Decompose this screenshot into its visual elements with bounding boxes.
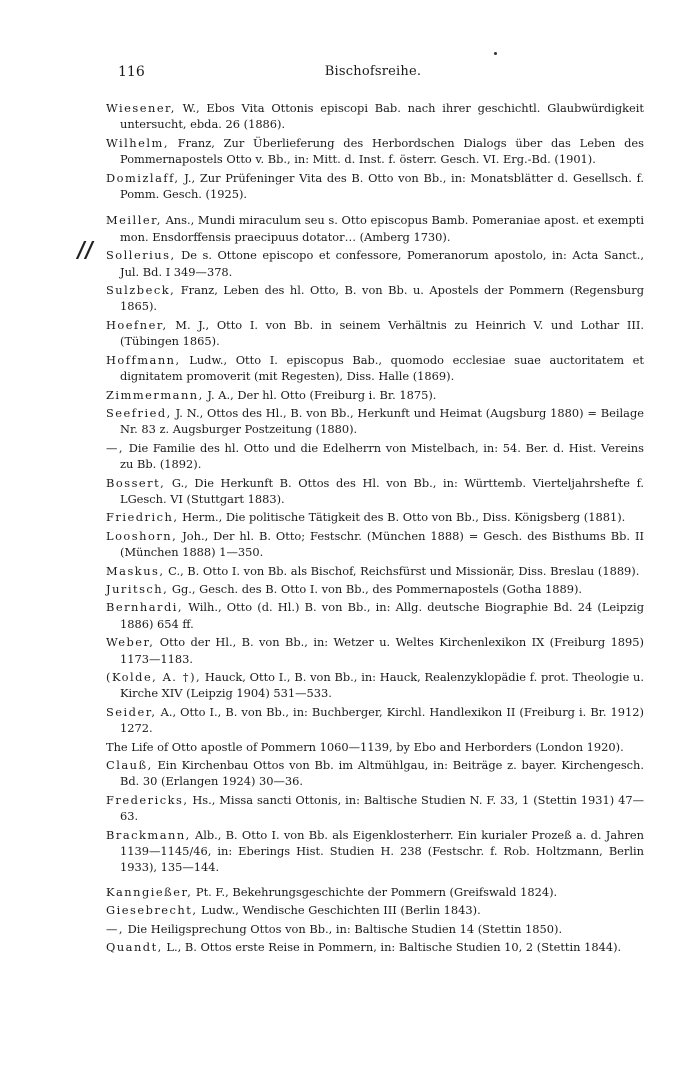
entry-text: Die Familie des hl. Otto und die Edelherrn von Mistelbach, in: 54. Ber. d. Hist. Vereins zu Bb. (1892). xyxy=(120,440,644,472)
bib-entry xyxy=(106,704,644,737)
bib-entry xyxy=(106,739,644,755)
entry-text: Gg., Gesch. des B. Otto I. von Bb., des Pommernapostels (Gotha 1889). xyxy=(168,581,583,596)
author-name: Weber, xyxy=(106,635,155,650)
bib-entry xyxy=(106,212,644,245)
author-name: —, xyxy=(106,921,125,936)
bib-entry xyxy=(106,884,644,900)
author-name: Sulzbeck, xyxy=(106,283,176,298)
entry-text: J. A., Der hl. Otto (Freiburg i. Br. 1875). xyxy=(203,387,437,402)
page-number: 116 xyxy=(118,64,145,80)
entry-text: Joh., Der hl. B. Otto; Festschr. (München 1888) = Gesch. des Bisthums Bb. II (München 1888) 1—350. xyxy=(120,528,644,560)
author-name: Fredericks, xyxy=(106,792,189,807)
bib-entry xyxy=(106,509,644,525)
author-name: Clauß, xyxy=(106,758,153,773)
author-name: Giesebrecht, xyxy=(106,903,198,918)
entry-text: Ans., Mundi miraculum seu s. Otto episcopus Bamb. Pomeraniae apost. et exempti mon. Ensdorffensis praecipuus dotator… (Amberg 1730). xyxy=(120,213,644,244)
entry-text: Hauck, Otto I., B. von Bb., in: Hauck, Realenzyklopädie f. prot. Theologie u. Kirche XIV (Leipzig 1904) 531—533. xyxy=(120,670,644,701)
author-name: Juritsch, xyxy=(106,581,169,596)
bib-entry xyxy=(106,247,644,280)
bib-entry xyxy=(106,440,644,473)
author-name: Hoffmann, xyxy=(106,352,181,367)
entry-text: Hs., Missa sancti Ottonis, in: Baltische Studien N. F. 33, 1 (Stettin 1931) 47—63. xyxy=(120,792,644,824)
bib-entry xyxy=(106,352,644,385)
author-name: —, xyxy=(106,440,125,455)
entry-text: C., B. Otto I. von Bb. als Bischof, Reichsfürst und Missionär, Diss. Breslau (1889). xyxy=(164,563,640,578)
author-name: Meiller, xyxy=(106,213,162,228)
entry-text: De s. Ottone episcopo et confessore, Pomeranorum apostolo, in: Acta Sanct., Jul. Bd. I 349—378. xyxy=(120,248,644,279)
author-name: Seefried, xyxy=(106,405,172,420)
bib-entry xyxy=(106,528,644,561)
author-name: Wiesener, xyxy=(106,101,176,115)
author-name: Maskus, xyxy=(106,563,165,578)
bib-entry xyxy=(106,387,644,403)
entry-text: Otto der Hl., B. von Bb., in: Wetzer u. Weltes Kirchenlexikon IX (Freiburg 1895) 1173—1183. xyxy=(120,635,644,666)
bib-entry xyxy=(106,317,644,350)
bib-entry xyxy=(106,921,644,937)
author-name: Brackmann, xyxy=(106,827,191,842)
author-name: Wilhelm, xyxy=(106,135,169,150)
bibliography-list xyxy=(106,100,644,958)
bib-entry xyxy=(106,634,644,667)
entry-text: M. J., Otto I. von Bb. in seinem Verhältnis zu Heinrich V. und Lothar III. (Tübingen 1865). xyxy=(120,317,644,349)
bib-entry xyxy=(106,475,644,508)
bib-entry xyxy=(106,405,644,438)
author-name: Looshorn, xyxy=(106,528,178,543)
entry-text: The Life of Otto apostle of Pommern 1060—1139, by Ebo and Herborders (London 1920). xyxy=(106,739,624,754)
entry-text: Franz, Zur Überlieferung des Herbordschen Dialogs über das Leben des Pommernapostels Otto v. Bb., in: Mitt. d. Inst. f. österr. Gesch. VI. Erg.-Bd. (1901). xyxy=(120,135,644,167)
author-name: Friedrich, xyxy=(106,510,179,525)
author-name: Seider, xyxy=(106,704,157,719)
author-name: Quandt, xyxy=(106,940,163,955)
entry-text: A., Otto I., B. von Bb., in: Buchberger, Kirchl. Handlexikon II (Freiburg i. Br. 1912) 1272. xyxy=(120,704,644,736)
entry-text: J. N., Ottos des Hl., B. von Bb., Herkunft und Heimat (Augsburg 1880) = Beilage Nr. 83 z. Augsburger Postzeitung (1880). xyxy=(120,405,644,437)
author-name: Zimmermann, xyxy=(106,387,204,402)
entry-text: W., Ebos Vita Ottonis episcopi Bab. nach ihrer geschichtl. Glaubwürdigkeit untersucht, ebda. 26 (1886). xyxy=(120,101,644,132)
bib-entry xyxy=(106,792,644,825)
author-name: Bernhardi, xyxy=(106,600,184,615)
entry-text: Ein Kirchenbau Ottos von Bb. im Altmühlgau, in: Beiträge z. bayer. Kirchengesch. Bd. 30 (Erlangen 1924) 30—36. xyxy=(120,758,644,789)
entry-text: Ludw., Otto I. episcopus Bab., quomodo ecclesiae suae auctoritatem et dignitatem promoverit (mit Regesten), Diss. Halle (1869). xyxy=(120,352,644,384)
bib-entry xyxy=(106,669,644,702)
bib-entry xyxy=(106,827,644,876)
author-name: Bossert, xyxy=(106,475,166,490)
entry-text: L., B. Ottos erste Reise in Pommern, in: Baltische Studien 10, 2 (Stettin 1844). xyxy=(162,940,622,955)
bib-entry xyxy=(106,170,644,203)
bib-entry xyxy=(106,757,644,790)
margin-mark: // xyxy=(75,238,95,263)
author-name: Hoefner, xyxy=(106,317,168,332)
print-speck xyxy=(494,52,497,55)
author-name: (Kolde, A. †), xyxy=(106,670,202,684)
bib-entry xyxy=(106,563,644,579)
entry-text: Die Heiligsprechung Ottos von Bb., in: Baltische Studien 14 (Stettin 1850). xyxy=(124,921,563,936)
bib-entry xyxy=(106,581,644,597)
entry-text: Franz, Leben des hl. Otto, B. von Bb. u. Apostels der Pommern (Regensburg 1865). xyxy=(120,283,644,314)
bib-entry xyxy=(106,939,644,955)
entry-text: Herm., Die politische Tätigkeit des B. Otto von Bb., Diss. Königsberg (1881). xyxy=(178,510,626,525)
bib-entry xyxy=(106,902,644,918)
bib-entry xyxy=(106,100,644,133)
entry-text: G., Die Herkunft B. Ottos des Hl. von Bb., in: Württemb. Vierteljahrshefte f. LGesch. VI (Stuttgart 1883). xyxy=(120,475,644,506)
bib-entry xyxy=(106,135,644,168)
entry-text: Wilh., Otto (d. Hl.) B. von Bb., in: Allg. deutsche Biographie Bd. 24 (Leipzig 1886) 654 ff. xyxy=(120,600,644,631)
page-header xyxy=(118,64,628,84)
bib-entry xyxy=(106,282,644,315)
entry-text: J., Zur Prüfeninger Vita des B. Otto von Bb., in: Monatsblätter d. Gesellsch. f. Pomm. Gesch. (1925). xyxy=(120,170,644,202)
author-name: Domizlaff, xyxy=(106,170,180,185)
author-name: Kanngießer, xyxy=(106,884,193,899)
entry-text: Ludw., Wendische Geschichten III (Berlin 1843). xyxy=(197,903,481,918)
bib-entry xyxy=(106,599,644,632)
running-title: Bischofsreihe. xyxy=(324,64,422,79)
entry-text: Alb., B. Otto I. von Bb. als Eigenklosterherr. Ein kurialer Prozeß a. d. Jahren 1139—1145/46, in: Eberings Hist. Studien H. 238 (Festschr. f. Rob. Holtzmann, Berlin 1933), 135—144. xyxy=(120,827,644,875)
entry-text: Pt. F., Bekehrungsgeschichte der Pommern (Greifswald 1824). xyxy=(192,884,558,899)
author-name: Sollerius, xyxy=(106,248,176,263)
